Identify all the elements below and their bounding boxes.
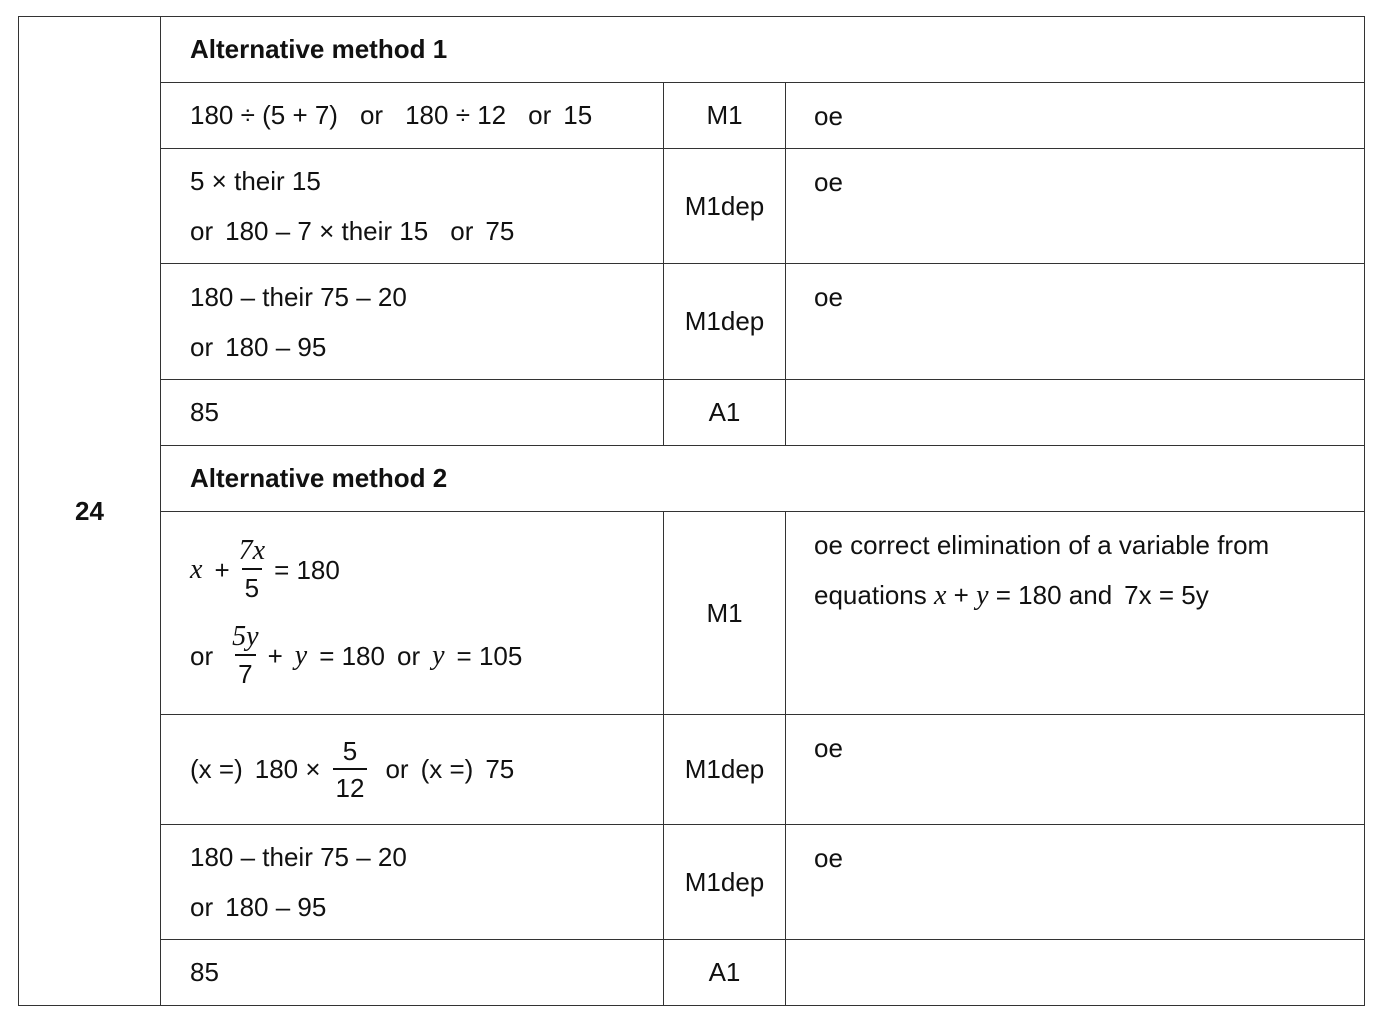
question-number: 24 (19, 17, 161, 1006)
working-cell: 180 – their 75 – 20 or 180 – 95 (161, 825, 664, 940)
mark-cell: M1 (664, 83, 786, 149)
comment-cell: oe (786, 264, 1365, 380)
table-row (19, 512, 1365, 715)
fraction: $\frac{5}{12}$ (333, 734, 368, 806)
working-cell: x + $\frac{7x}{5}$ = 180 or $\frac{5y}{7}$ + y = 180 or y = 105 (161, 512, 664, 715)
method2-heading: Alternative method 2 (161, 446, 1365, 512)
fraction: $\frac{7x}{5}$ (236, 534, 268, 606)
working-cell: 5 × their 15 or 180 – 7 × their 15 or 75 (161, 149, 664, 264)
mark-cell: M1 (664, 512, 786, 715)
table-row (19, 940, 1365, 1006)
working-cell: 85 (161, 380, 664, 446)
comment-cell: oe (786, 149, 1365, 264)
fraction: $\frac{5y}{7}$ (229, 620, 261, 692)
table-row (19, 715, 1365, 825)
comment-cell (786, 380, 1365, 446)
mark-cell: A1 (664, 380, 786, 446)
comment-cell: oe (786, 825, 1365, 940)
table-row (19, 380, 1365, 446)
working-cell: (x =) 180 × $\frac{5}{12}$ or (x =) 75 (161, 715, 664, 825)
mark-cell: M1dep (664, 715, 786, 825)
mark-cell: M1dep (664, 825, 786, 940)
mark-cell: A1 (664, 940, 786, 1006)
comment-cell: oe (786, 83, 1365, 149)
table-row (19, 83, 1365, 149)
table-row (19, 825, 1365, 940)
comment-cell: oe correct elimination of a variable from equations x + y = 180 and 7x = 5y (786, 512, 1365, 715)
mark-cell: M1dep (664, 149, 786, 264)
comment-cell (786, 940, 1365, 1006)
method1-heading: Alternative method 1 (161, 17, 1365, 83)
mark-cell: M1dep (664, 264, 786, 380)
working-cell: 85 (161, 940, 664, 1006)
mark-scheme-table (18, 16, 1365, 1006)
comment-cell: oe (786, 715, 1365, 825)
table-row (19, 149, 1365, 264)
working-cell: 180 ÷ (5 + 7) or 180 ÷ 12 or 15 (161, 83, 664, 149)
working-cell: 180 – their 75 – 20 or 180 – 95 (161, 264, 664, 380)
table-row (19, 264, 1365, 380)
